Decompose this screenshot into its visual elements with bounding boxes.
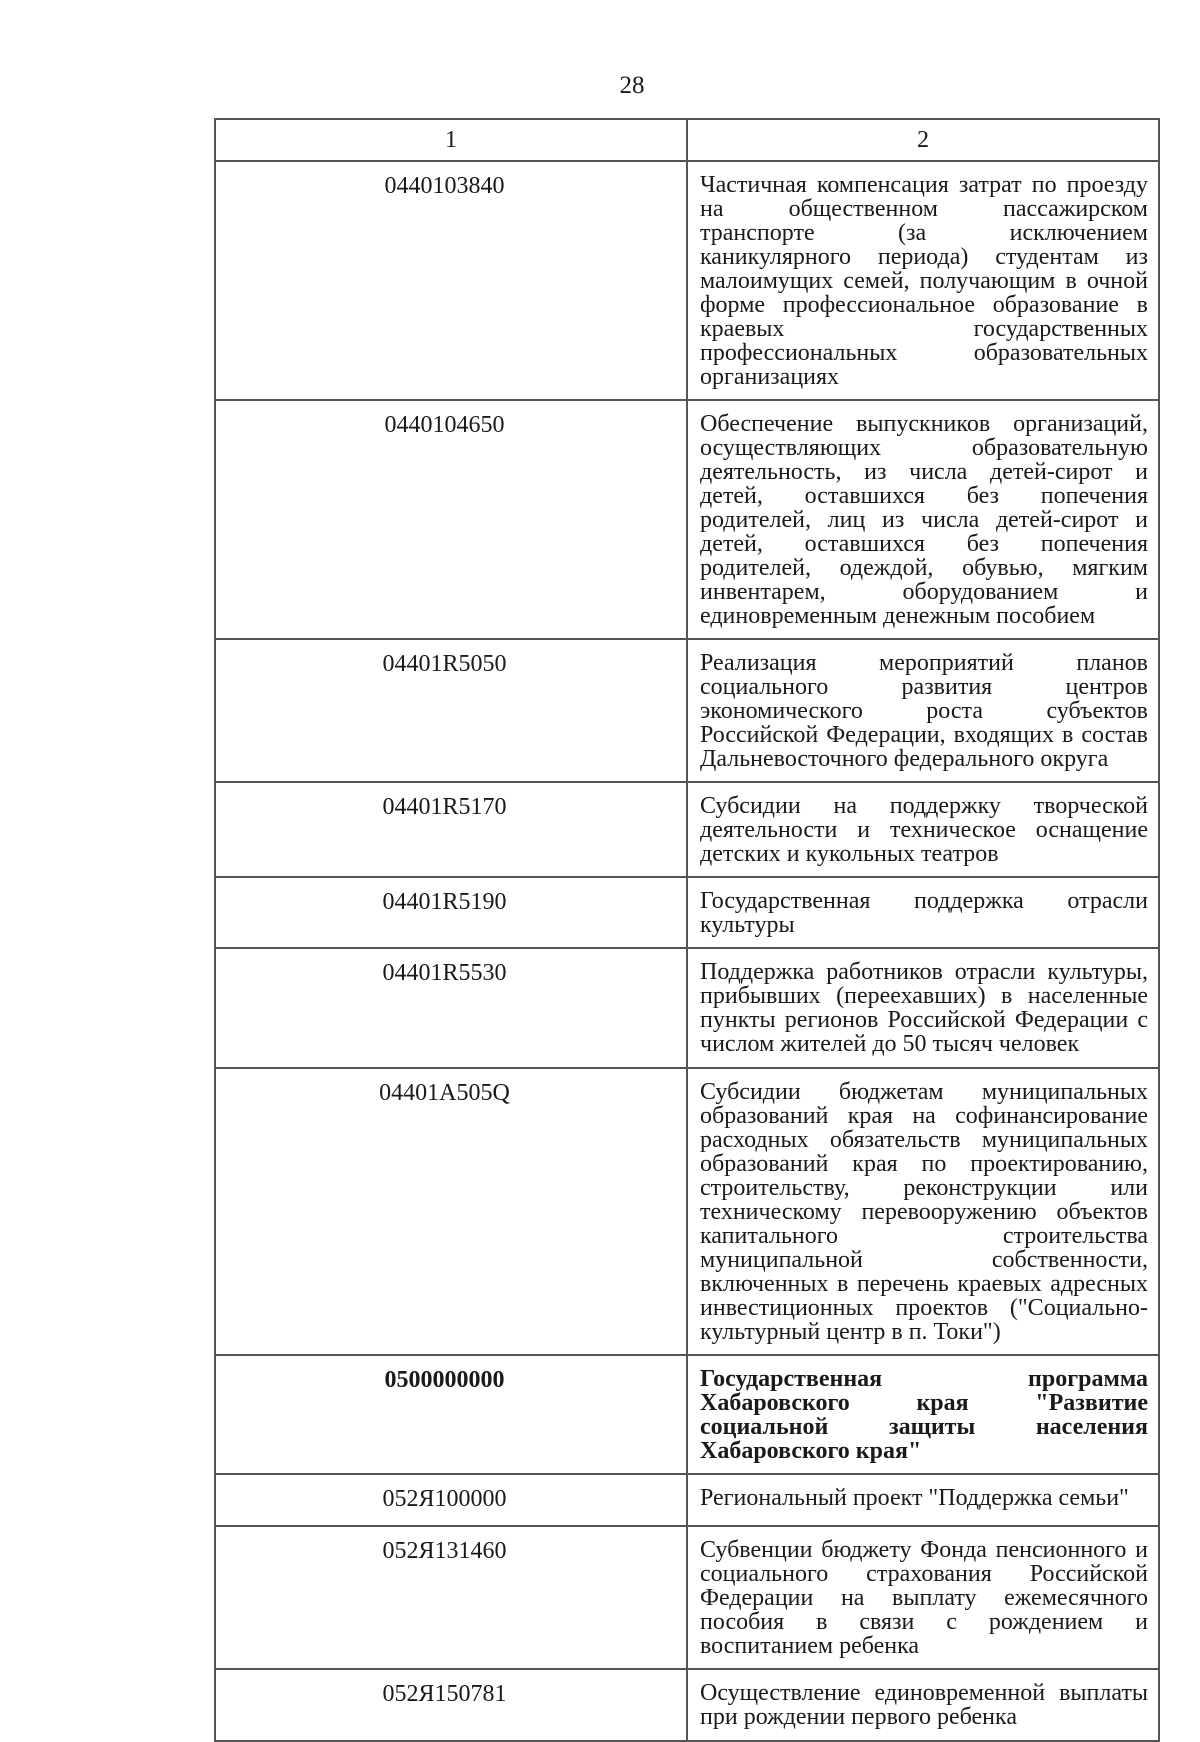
row-code: 052Я100000 — [215, 1474, 687, 1526]
row-description: Государственная программа Хабаровского края "Развитие социальной защиты населения Хабаровского края" — [687, 1355, 1159, 1474]
row-code: 052Я150781 — [215, 1669, 687, 1741]
column-header-2: 2 — [687, 119, 1159, 161]
budget-code-table — [214, 118, 1160, 1742]
row-code: 0440104650 — [215, 400, 687, 639]
table-row — [215, 639, 1159, 782]
row-description: Субсидии на поддержку творческой деятельности и техническое оснащение детских и кукольных театров — [687, 782, 1159, 877]
table-row — [215, 1068, 1159, 1355]
page-number: 28 — [619, 72, 645, 99]
table-row — [215, 877, 1159, 948]
table-row — [215, 948, 1159, 1068]
row-code: 04401R5190 — [215, 877, 687, 948]
row-code: 0440103840 — [215, 161, 687, 400]
row-description: Государственная поддержка отрасли культуры — [687, 877, 1159, 948]
table-row — [215, 161, 1159, 400]
row-description: Осуществление единовременной выплаты при рождении первого ребенка — [687, 1669, 1159, 1741]
row-description: Поддержка работников отрасли культуры, прибывших (переехавших) в населенные пункты регионов Российской Федерации с числом жителей до 50 тысяч человек — [687, 948, 1159, 1068]
table-row — [215, 1526, 1159, 1669]
table-row — [215, 1355, 1159, 1474]
row-code: 04401A505Q — [215, 1068, 687, 1355]
table-row — [215, 1669, 1159, 1741]
column-header-1: 1 — [215, 119, 687, 161]
row-code: 052Я131460 — [215, 1526, 687, 1669]
row-code: 04401R5050 — [215, 639, 687, 782]
table-row — [215, 1474, 1159, 1526]
row-description: Частичная компенсация затрат по проезду на общественном пассажирском транспорте (за исключением каникулярного периода) студентам из малоимущих семей, получающим в очной форме профессиональное образование в краевых государственных профессиональных образовательных организациях — [687, 161, 1159, 400]
table-row — [215, 782, 1159, 877]
row-description: Региональный проект "Поддержка семьи" — [687, 1474, 1159, 1526]
row-code: 0500000000 — [215, 1355, 687, 1474]
row-description: Субсидии бюджетам муниципальных образований края на софинансирование расходных обязательств муниципальных образований края по проектированию, строительству, реконструкции или техническому перевооружению объектов капитального строительства муниципальной собственности, включенных в перечень краевых адресных инвестиционных проектов ("Социально-культурный центр в п. Токи") — [687, 1068, 1159, 1355]
table-header-row — [215, 119, 1159, 161]
row-description: Обеспечение выпускников организаций, осуществляющих образовательную деятельность, из числа детей-сирот и детей, оставшихся без попечения родителей, лиц из числа детей-сирот и детей, оставшихся без попечения родителей, одеждой, обувью, мягким инвентарем, оборудованием и единовременным денежным пособием — [687, 400, 1159, 639]
row-code: 04401R5530 — [215, 948, 687, 1068]
row-code: 04401R5170 — [215, 782, 687, 877]
row-description: Субвенции бюджету Фонда пенсионного и социального страхования Российской Федерации на выплату ежемесячного пособия в связи с рождением и воспитанием ребенка — [687, 1526, 1159, 1669]
table-row — [215, 400, 1159, 639]
row-description: Реализация мероприятий планов социального развития центров экономического роста субъектов Российской Федерации, входящих в состав Дальневосточного федерального округа — [687, 639, 1159, 782]
